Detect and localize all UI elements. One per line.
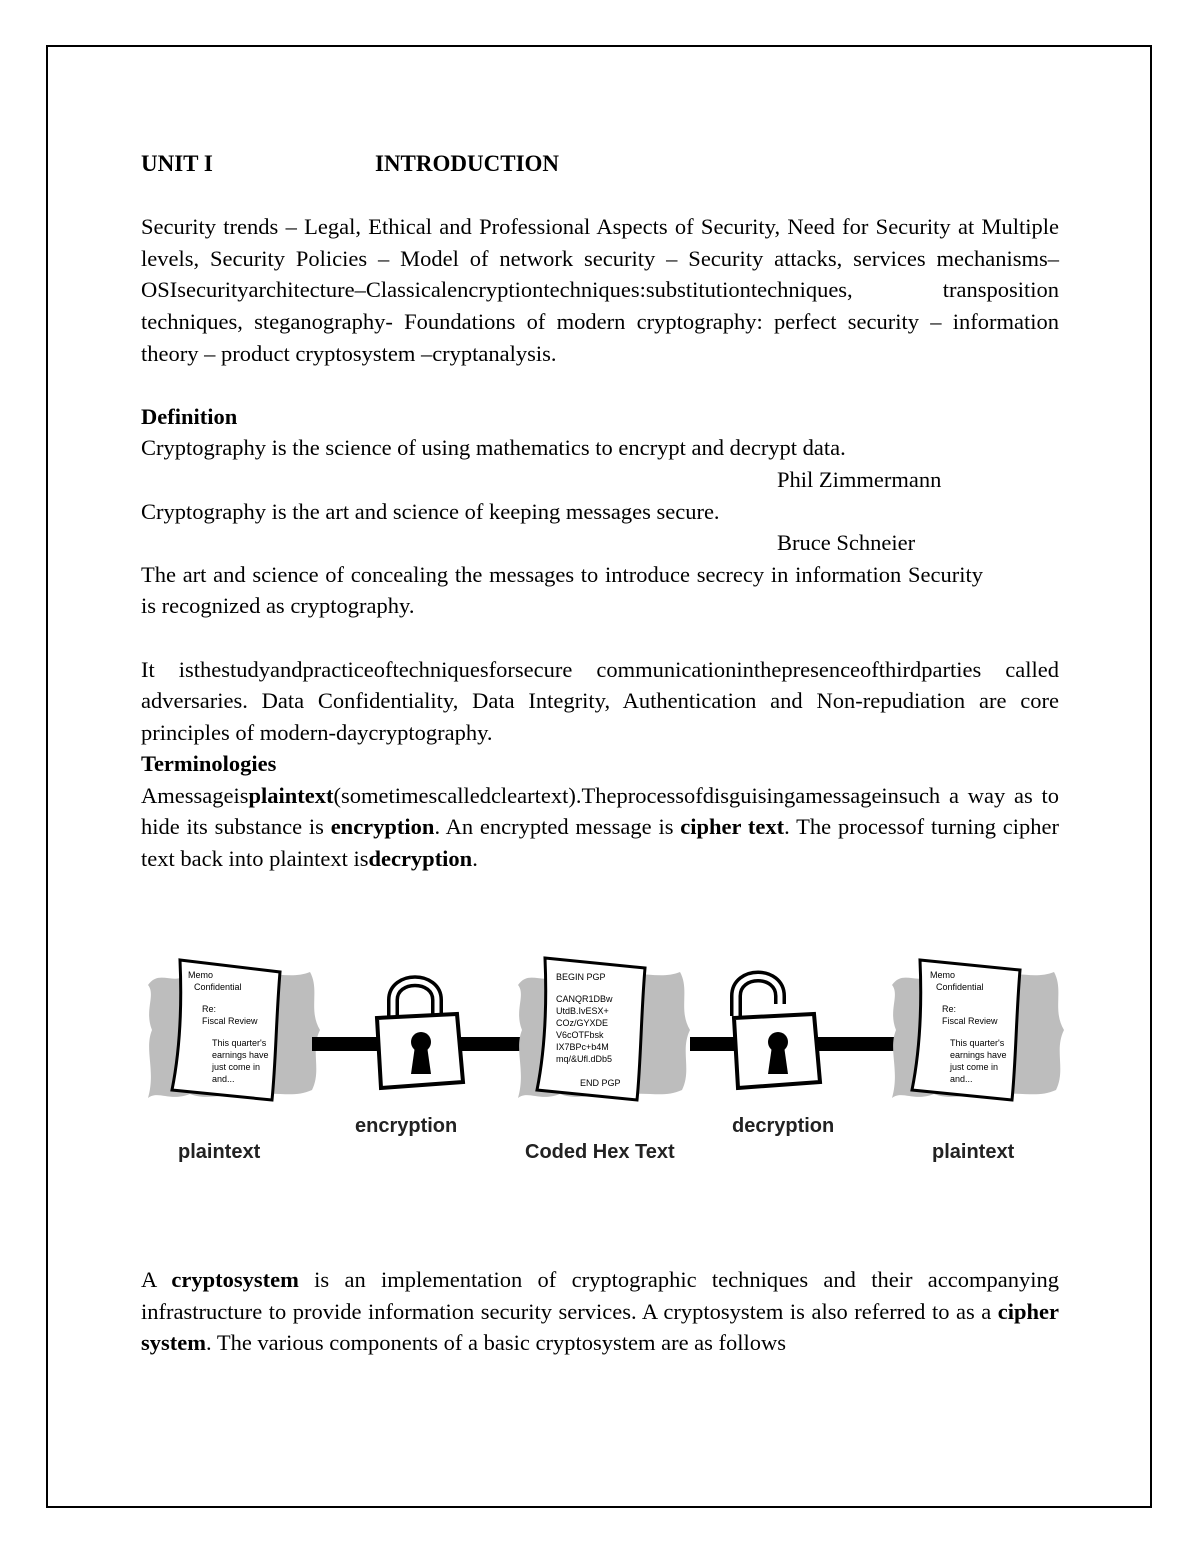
- coded-document: [518, 958, 690, 1100]
- doc-right-line: Memo: [930, 970, 956, 980]
- doc-left-line: This quarter's: [212, 1038, 267, 1048]
- main-content: [141, 148, 1059, 875]
- doc-mid-line: CANQR1DBw: [556, 994, 613, 1004]
- crypto-text-3: . The various components of a basic cryptosystem are as follows: [205, 1330, 787, 1356]
- encryption-diagram: [140, 950, 1070, 1170]
- definition-1: Cryptography is the science of using mathematics to encrypt and decrypt data.: [141, 435, 846, 461]
- definition-1-author: Phil Zimmermann: [777, 466, 942, 492]
- doc-mid-line: UtdB.IvESX+: [556, 1006, 609, 1016]
- cryptosystem-section: [141, 1264, 1059, 1359]
- term-text-2: (sometimescalledcleartext).Theprocessofdisguisingamessageinsuch a way as to hide its substance is: [141, 782, 1059, 840]
- unit-title: INTRODUCTION: [375, 151, 560, 176]
- doc-mid-line: COz/GYXDE: [556, 1018, 609, 1028]
- term-text-3: . An encrypted message is: [434, 814, 681, 840]
- plaintext-document-left: [148, 960, 320, 1100]
- label-encryption: encryption: [355, 1115, 458, 1137]
- closed-lock-icon: [377, 981, 463, 1088]
- doc-left-line: Confidential: [194, 982, 242, 992]
- doc-right-line: earnings have: [950, 1050, 1007, 1060]
- doc-right-line: just come in: [950, 1062, 999, 1072]
- doc-left-line: Re:: [202, 1004, 217, 1014]
- doc-mid-line: IX7BPc+b4M: [556, 1042, 609, 1052]
- terminologies-paragraph: [141, 780, 1059, 875]
- crypto-cipher-system: cipher system: [141, 1298, 1059, 1356]
- doc-right-line: Re:: [942, 1004, 957, 1014]
- label-decryption: decryption: [732, 1115, 835, 1137]
- doc-left-line: Memo: [188, 970, 214, 980]
- definition-heading: Definition: [141, 403, 238, 429]
- term-text-1: Amessageis: [141, 782, 249, 808]
- cryptosystem-paragraph: [141, 1264, 1059, 1359]
- definition-3: The art and science of concealing the messages to introduce secrecy in information Security is recognized as cryptography.: [141, 561, 983, 619]
- term-plaintext: plaintext: [248, 782, 334, 808]
- terminologies-heading: Terminologies: [141, 751, 277, 777]
- definition-2: Cryptography is the art and science of keeping messages secure.: [141, 498, 720, 524]
- crypto-text-1: A: [141, 1267, 172, 1292]
- unit-label: UNIT I: [141, 151, 213, 176]
- crypto-cryptosystem: cryptosystem: [171, 1267, 299, 1292]
- term-text-5: .: [472, 846, 478, 872]
- doc-left-line: earnings have: [212, 1050, 269, 1060]
- term-cipher-text: cipher text: [680, 814, 785, 840]
- term-encryption: encryption: [330, 814, 435, 840]
- doc-left-line: just come in: [212, 1062, 261, 1072]
- plaintext-document-right: [892, 960, 1064, 1100]
- doc-right-line: This quarter's: [950, 1038, 1005, 1048]
- syllabus-paragraph: Security trends – Legal, Ethical and Professional Aspects of Security, Need for Security at Multiple levels, Security Policies – Model of network security – Security attacks, services mechanisms–OSIsecurityarchitecture–Classicalencryptiontechniques:substitutiontechniques, transposition techniques, steganography- Foundations of modern cryptography: perfect security – information theory – product cryptosystem –cryptanalysis.: [141, 214, 1059, 366]
- crypto-text-2: is an implementation of cryptographic techniques and their accompanying infrastructure to provide information security services. A cryptosystem is also referred to as a: [141, 1267, 1059, 1324]
- term-text-4: . The processof turning cipher text back into plaintext is: [141, 814, 1059, 872]
- doc-mid-line: BEGIN PGP: [556, 972, 606, 982]
- study-paragraph: It isthestudyandpracticeoftechniquesforsecure communicationinthepresenceofthirdparties called adversaries. Data Confidentiality, Data Integrity, Authentication and Non-repudiation are core principles of modern-daycryptography.: [141, 656, 1059, 745]
- doc-left-line: and...: [212, 1074, 235, 1084]
- doc-left-line: Fiscal Review: [202, 1016, 258, 1026]
- label-plaintext-left: plaintext: [178, 1141, 261, 1163]
- doc-mid-line: mq/&Ufl.dDb5: [556, 1054, 613, 1064]
- doc-right-line: Confidential: [936, 982, 984, 992]
- label-plaintext-right: plaintext: [932, 1141, 1015, 1163]
- open-lock-icon: [734, 977, 820, 1089]
- label-coded-hex-text: Coded Hex Text: [525, 1141, 675, 1163]
- doc-right-line: Fiscal Review: [942, 1016, 998, 1026]
- doc-right-line: and...: [950, 1074, 973, 1084]
- term-decryption: decryption: [368, 846, 473, 872]
- definition-2-author: Bruce Schneier: [777, 530, 916, 556]
- unit-header: [141, 148, 1059, 180]
- doc-mid-line: V6cOTFbsk: [556, 1030, 604, 1040]
- doc-mid-line: END PGP: [580, 1078, 621, 1088]
